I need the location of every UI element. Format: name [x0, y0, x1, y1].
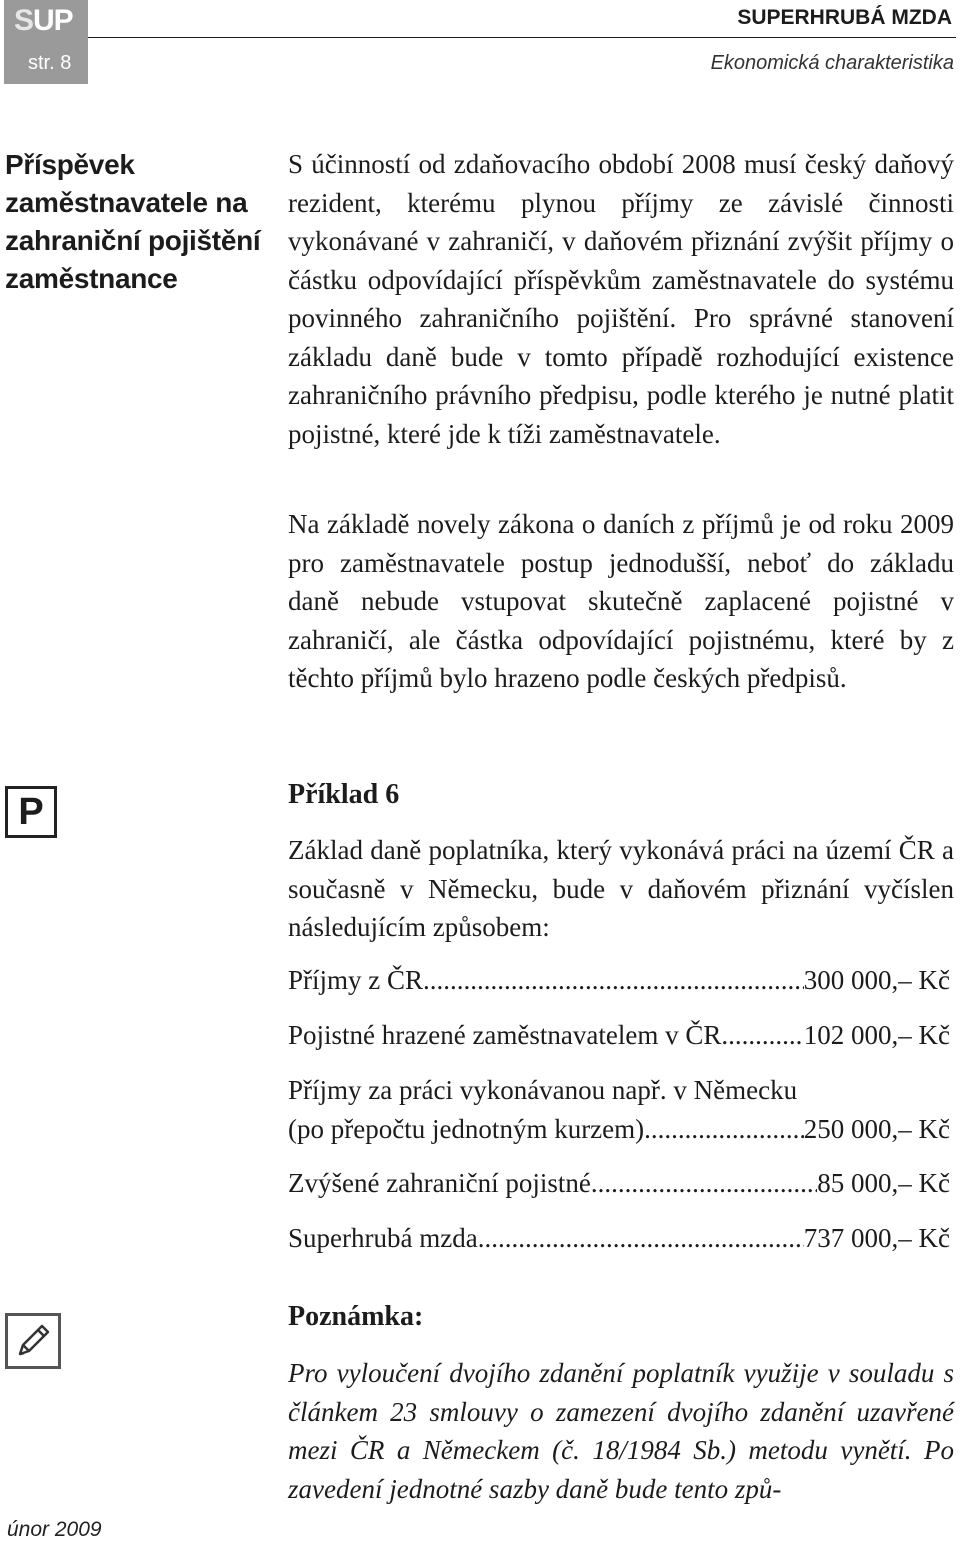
footer-date: únor 2009: [7, 1518, 102, 1541]
section-title: Příspěvek zaměstnavatele na zahraniční pojištění zaměstnance: [5, 149, 261, 294]
header-rule: [88, 37, 956, 38]
calc-label: (po přepočtu jednotným kurzem): [288, 1113, 645, 1144]
running-title: SUPERHRUBÁ MZDA: [737, 6, 952, 29]
logo-up: UP: [33, 4, 73, 37]
calc-value: 737 000,– Kč: [803, 1223, 950, 1253]
leader-dots: [591, 1164, 817, 1203]
running-subtitle: Ekonomická charakteristika: [710, 52, 954, 74]
calc-row: [288, 1071, 950, 1148]
sup-logo: [14, 4, 73, 38]
paragraph-intro: S účinností od zdaňovacího období 2008 musí český daňový rezident, kterému plynou příjmy ze závislé činnosti vykonávané v zahraničí, v daňovém přiznání zvýšit příjmy o částku odpovídající příspěvkům zaměstnavatele do systému povinného zahraničního pojištění. Pro správné stanovení základu daně bude v tomto případě rozhodující existence zahraničního právního předpisu, podle kterého je nutné platit pojistné, které jde k tíži zaměstnavatele.: [288, 149, 954, 449]
calc-value: 250 000,– Kč: [803, 1113, 950, 1144]
leader-dots: [644, 1110, 804, 1149]
page-number: str. 8: [28, 52, 72, 74]
calc-label: Pojistné hrazené zaměstnavatelem v ČR: [288, 1020, 722, 1050]
calc-value: 85 000,– Kč: [817, 1168, 950, 1198]
leader-dots: [423, 961, 804, 1000]
calc-label-line1: Příjmy za práci vykonávanou např. v Německu: [288, 1075, 798, 1105]
calc-row: [288, 1164, 950, 1203]
leader-dots: [721, 1016, 803, 1055]
example-marker-icon: P: [5, 786, 57, 838]
paragraph-amendment: Na základě novely zákona o daních z příjmů je od roku 2009 pro zaměstnavatele postup jednodušší, neboť do základu daně nebude vstupovat skutečně zaplacené pojistné v zahraničí, ale částka odpovídající pojistnému, které by z těchto příjmů bylo hrazeno podle českých předpisů.: [288, 509, 954, 693]
page-badge: [4, 0, 88, 84]
pencil-icon: [5, 1313, 61, 1369]
calc-label: Zvýšené zahraniční pojistné: [288, 1168, 591, 1198]
calc-label: Příjmy z ČR: [288, 965, 424, 995]
calc-row: [288, 1016, 950, 1055]
leader-dots: [478, 1219, 804, 1258]
calc-label: Superhrubá mzda: [288, 1223, 478, 1253]
calc-value: 102 000,– Kč: [803, 1020, 950, 1050]
note-text: Pro vyloučení dvojího zdanění poplatník využije v souladu s článkem 23 smlouvy o zamezení dvojího zdanění uzavřené mezi ČR a Německem (č. 18/1984 Sb.) metodu vynětí. Po zavedení jednotné sazby daně bude tento způ-: [288, 1358, 954, 1504]
example-heading: Příklad 6: [288, 779, 400, 810]
calc-row: [288, 1219, 950, 1258]
calc-row: [288, 961, 950, 1000]
note-heading: Poznámka:: [288, 1301, 424, 1332]
logo-s: S: [14, 4, 34, 37]
calc-value: 300 000,– Kč: [803, 965, 950, 995]
example-text: Základ daně poplatníka, který vykonává práci na území ČR a současně v Německu, bude v daňovém přiznání vyčíslen následujícím způsobem:: [288, 835, 954, 942]
